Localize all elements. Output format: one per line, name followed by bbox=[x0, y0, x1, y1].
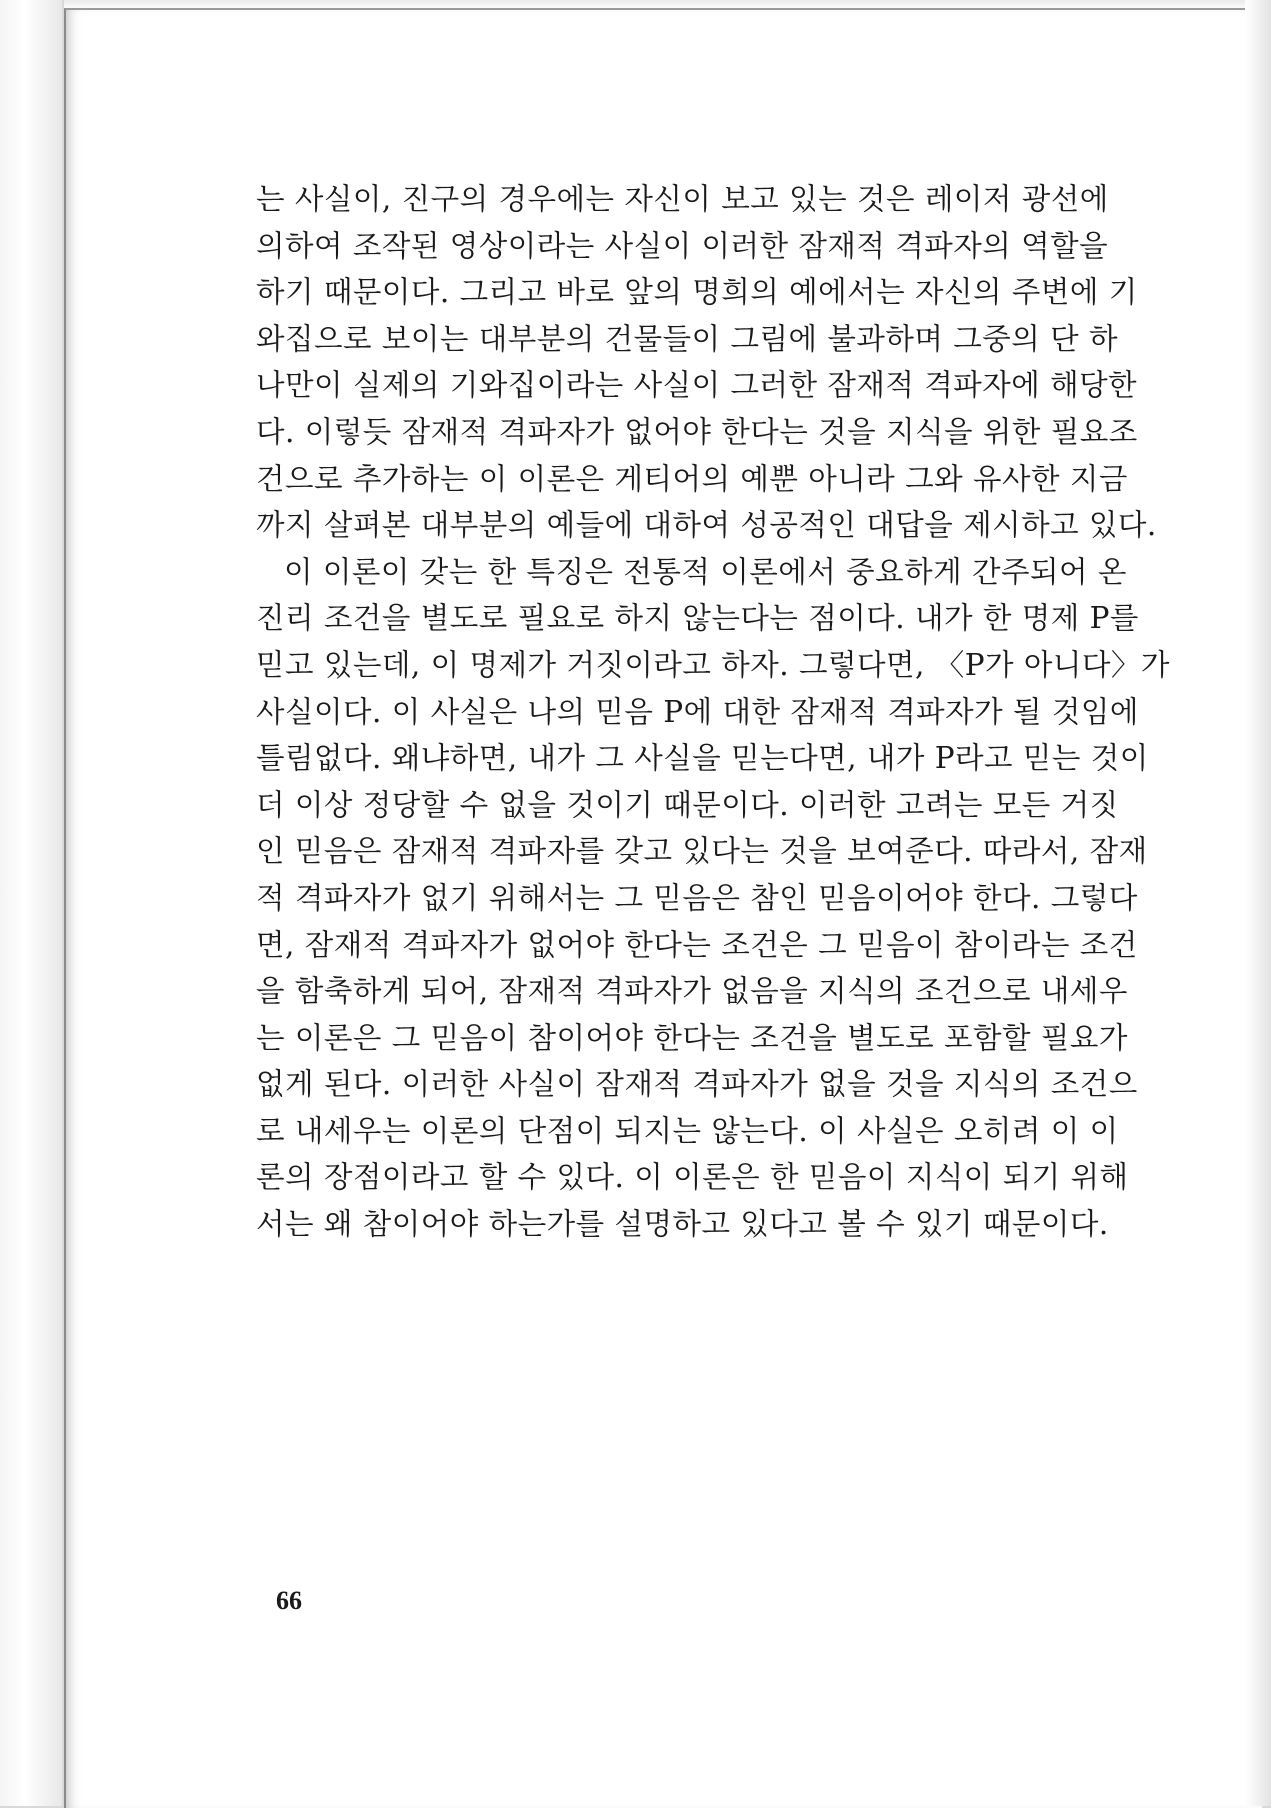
text-line: 의하여 조작된 영상이라는 사실이 이러한 잠재적 격파자의 역할을 bbox=[256, 228, 1109, 263]
text-line: 이 이론이 갖는 한 특징은 전통적 이론에서 중요하게 간주되어 온 bbox=[284, 554, 1127, 589]
text-line: 다. 이렇듯 잠재적 격파자가 없어야 한다는 것을 지식을 위한 필요조 bbox=[256, 414, 1138, 449]
text-line: 나만이 실제의 기와집이라는 사실이 그러한 잠재적 격파자에 해당한 bbox=[256, 368, 1138, 403]
text-line: 하기 때문이다. 그리고 바로 앞의 명희의 예에서는 자신의 주변에 기 bbox=[256, 275, 1138, 310]
text-line: 사실이다. 이 사실은 나의 믿음 P에 대한 잠재적 격파자가 될 것임에 bbox=[256, 694, 1139, 729]
text-line: 믿고 있는데, 이 명제가 거짓이라고 하자. 그렇다면, 〈P가 아니다〉가 bbox=[256, 647, 1170, 682]
text-line: 로 내세우는 이론의 단점이 되지는 않는다. 이 사실은 오히려 이 이 bbox=[256, 1113, 1119, 1148]
text-line: 서는 왜 참이어야 하는가를 설명하고 있다고 볼 수 있기 때문이다. bbox=[256, 1207, 1109, 1242]
paragraph-1 bbox=[256, 176, 1157, 549]
text-line: 진리 조건을 별도로 필요로 하지 않는다는 점이다. 내가 한 명제 P를 bbox=[256, 601, 1139, 636]
text-line: 건으로 추가하는 이 이론은 게티어의 예뿐 아니라 그와 유사한 지금 bbox=[256, 461, 1128, 496]
text-line: 인 믿음은 잠재적 격파자를 갖고 있다는 것을 보여준다. 따라서, 잠재 bbox=[256, 834, 1148, 869]
scan-edge-left bbox=[0, 0, 62, 1806]
text-line: 면, 잠재적 격파자가 없어야 한다는 조건은 그 믿음이 참이라는 조건 bbox=[256, 927, 1138, 962]
text-line: 와집으로 보이는 대부분의 건물들이 그림에 불과하며 그중의 단 하 bbox=[256, 321, 1118, 356]
text-line: 는 이론은 그 믿음이 참이어야 한다는 조건을 별도로 포함할 필요가 bbox=[256, 1020, 1128, 1055]
text-line: 없게 된다. 이러한 사실이 잠재적 격파자가 없을 것을 지식의 조건으 bbox=[256, 1067, 1138, 1102]
body-text bbox=[256, 176, 1170, 1248]
text-line: 을 함축하게 되어, 잠재적 격파자가 없음을 지식의 조건으로 내세우 bbox=[256, 974, 1128, 1009]
text-line: 적 격파자가 없기 위해서는 그 믿음은 참인 믿음이어야 한다. 그렇다 bbox=[256, 880, 1138, 915]
paragraph-2 bbox=[256, 549, 1170, 1248]
scan-edge-right bbox=[1245, 0, 1271, 1806]
text-line: 론의 장점이라고 할 수 있다. 이 이론은 한 믿음이 지식이 되기 위해 bbox=[256, 1160, 1129, 1195]
page-number: 66 bbox=[276, 1586, 302, 1615]
text-line: 틀림없다. 왜냐하면, 내가 그 사실을 믿는다면, 내가 P라고 믿는 것이 bbox=[256, 741, 1149, 776]
text-line: 까지 살펴본 대부분의 예들에 대하여 성공적인 대답을 제시하고 있다. bbox=[256, 508, 1157, 543]
text-line: 는 사실이, 진구의 경우에는 자신이 보고 있는 것은 레이저 광선에 bbox=[256, 182, 1109, 216]
text-line: 더 이상 정당할 수 없을 것이기 때문이다. 이러한 고려는 모든 거짓 bbox=[256, 787, 1119, 822]
